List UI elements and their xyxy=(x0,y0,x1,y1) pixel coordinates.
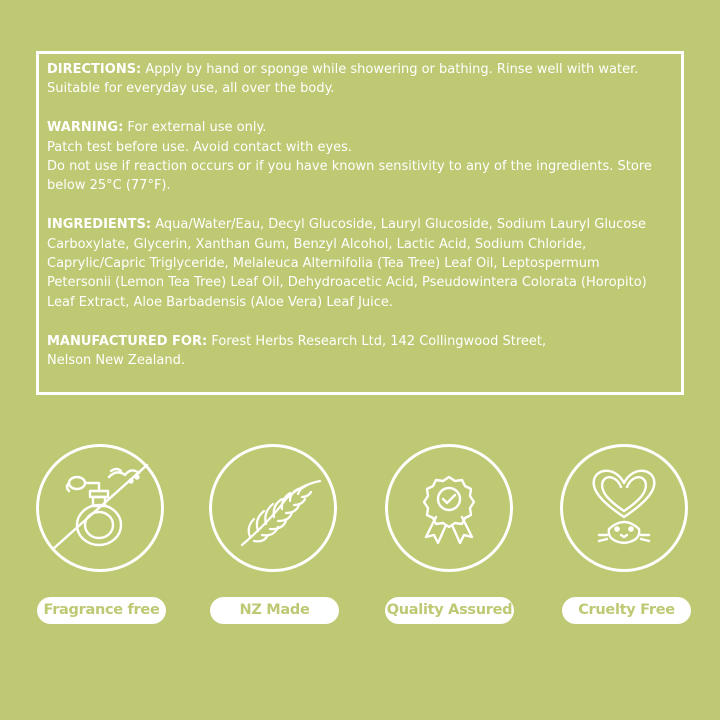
warning-line: Patch test before use. Avoid contact with eyes. xyxy=(47,139,353,155)
warning-line: below 25°C (77°F). xyxy=(47,178,171,194)
ingredients-line: Aqua/Water/Eau, Decyl Glucoside, Lauryl Glucoside, Sodium Lauryl Glucose xyxy=(151,217,647,233)
warning-line: For external use only. xyxy=(123,120,267,136)
warning-section xyxy=(47,118,693,196)
manufactured-heading: MANUFACTURED FOR: xyxy=(47,333,208,349)
product-info-box xyxy=(36,51,684,395)
product-info-text xyxy=(47,60,693,390)
manufactured-section xyxy=(47,332,693,371)
fern-icon xyxy=(212,447,334,569)
warning-heading: WARNING: xyxy=(47,120,124,136)
bunny-heart-icon xyxy=(563,447,685,569)
ingredients-line: Carboxylate, Glycerin, Xanthan Gum, Benzyl Alcohol, Lactic Acid, Sodium Chloride, xyxy=(47,236,587,252)
badge-label-nz-made: NZ Made xyxy=(210,597,339,624)
warning-line: Do not use if reaction occurs or if you have known sensitivity to any of the ingredients. Store xyxy=(47,159,652,175)
ingredients-line: Leaf Extract, Aloe Barbadensis (Aloe Vera) Leaf Juice. xyxy=(47,294,394,310)
ribbon-check-icon xyxy=(388,447,510,569)
badge-label-cruelty-free: Cruelty Free xyxy=(562,597,691,624)
cruelty-free-badge xyxy=(560,444,688,572)
ingredients-line: Caprylic/Capric Triglyceride, Melaleuca Alternifolia (Tea Tree) Leaf Oil, Leptospermum xyxy=(47,256,600,272)
manufactured-line: Forest Herbs Research Ltd, 142 Collingwood Street, xyxy=(207,333,547,349)
ingredients-line: Petersonii (Lemon Tea Tree) Leaf Oil, Dehydroacetic Acid, Pseudowintera Colorata (Horopito) xyxy=(47,275,647,291)
quality-assured-badge xyxy=(385,444,513,572)
directions-line: Apply by hand or sponge while showering or bathing. Rinse well with water. xyxy=(141,62,639,77)
ingredients-heading: INGREDIENTS: xyxy=(47,217,152,233)
directions-heading: DIRECTIONS: xyxy=(47,62,142,77)
nz-made-badge xyxy=(209,444,337,572)
ingredients-section xyxy=(47,215,693,312)
badge-label-quality-assured: Quality Assured xyxy=(385,597,514,624)
no-perfume-icon xyxy=(39,447,161,569)
directions-section xyxy=(47,60,693,99)
fragrance-free-badge xyxy=(36,444,164,572)
badge-label-fragrance-free: Fragrance free xyxy=(37,597,166,624)
manufactured-line: Nelson New Zealand. xyxy=(47,353,185,369)
directions-line: Suitable for everyday use, all over the body. xyxy=(47,81,335,97)
